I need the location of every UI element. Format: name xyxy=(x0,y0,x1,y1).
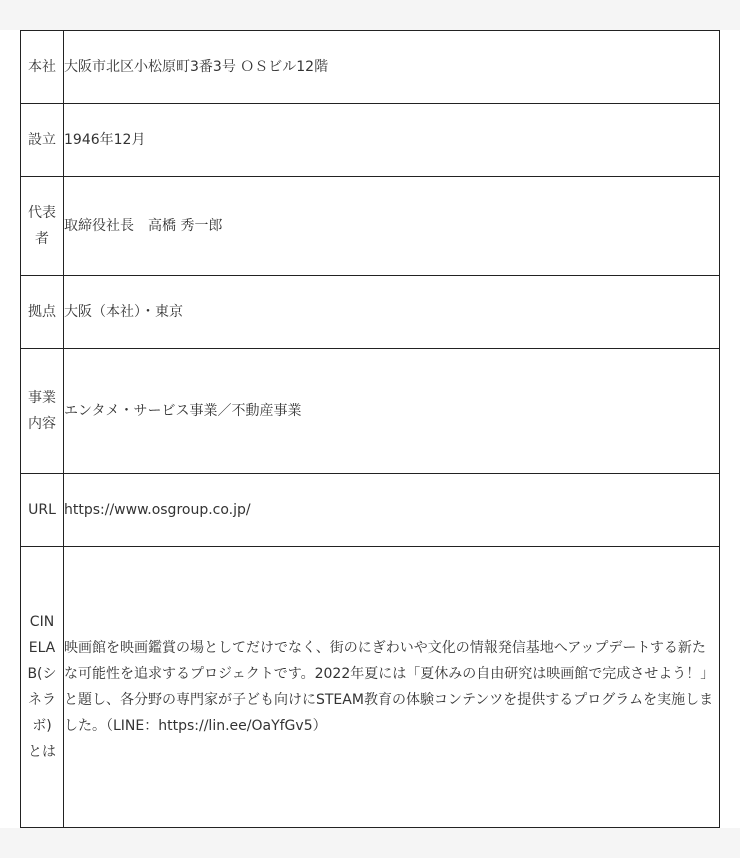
row-label: 代表者 xyxy=(21,177,64,276)
table-row-headquarters xyxy=(21,31,720,104)
table-row-locations xyxy=(21,276,720,349)
company-info-table xyxy=(20,30,720,828)
table-row-cinelab xyxy=(21,547,720,828)
page-top-band xyxy=(0,0,740,30)
row-label: CINELAB(シネラボ)とは xyxy=(21,547,64,828)
row-value: エンタメ・サービス事業／不動産事業 xyxy=(64,349,720,474)
page-bottom-band xyxy=(0,828,740,858)
row-value: 取締役社長 高橋 秀一郎 xyxy=(64,177,720,276)
row-value xyxy=(64,474,720,547)
row-label: URL xyxy=(21,474,64,547)
row-value: 大阪（本社）・東京 xyxy=(64,276,720,349)
row-label: 拠点 xyxy=(21,276,64,349)
table-row-business xyxy=(21,349,720,474)
row-label: 事業内容 xyxy=(21,349,64,474)
row-value: 1946年12月 xyxy=(64,104,720,177)
table-row-url xyxy=(21,474,720,547)
row-value: 大阪市北区小松原町3番3号 ＯＳビル12階 xyxy=(64,31,720,104)
row-label: 本社 xyxy=(21,31,64,104)
row-label: 設立 xyxy=(21,104,64,177)
table-row-established xyxy=(21,104,720,177)
table-row-representative xyxy=(21,177,720,276)
company-url-link[interactable]: https://www.osgroup.co.jp/ xyxy=(64,502,251,518)
row-value: 映画館を映画鑑賞の場としてだけでなく、街のにぎわいや文化の情報発信基地へアップデートする新たな可能性を追求するプロジェクトです。2022年夏には「夏休みの自由研究は映画館で完成させよう！」と題し、各分野の専門家が子ども向けにSTEAM教育の体験コンテンツを提供するプログラムを実施しました。（LINE：https://lin.ee/OaYfGv5） xyxy=(64,547,720,828)
